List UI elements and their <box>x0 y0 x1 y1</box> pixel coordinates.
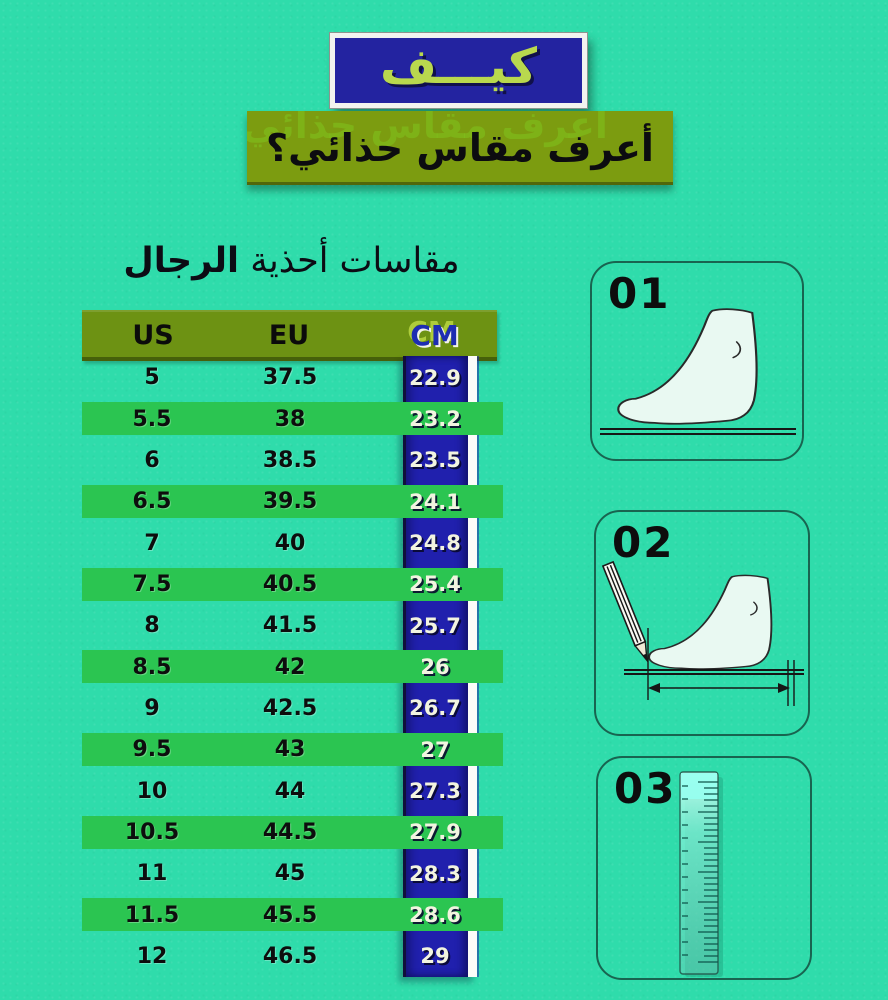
cell-eu-size: 44.5 <box>262 819 318 845</box>
cell-eu-size: 38 <box>274 406 306 432</box>
cell-eu-size: 43 <box>274 737 306 763</box>
cell-eu-size: 37.5 <box>262 365 318 391</box>
table-row <box>0 894 888 935</box>
cell-cm-size: 26 <box>420 655 450 680</box>
cell-cm-size: 27.3 <box>409 779 461 804</box>
title-how-text: كيـــف <box>379 38 538 95</box>
table-row <box>0 564 888 605</box>
cell-eu-size: 40 <box>274 530 306 556</box>
table-row <box>0 522 888 563</box>
cell-us-size: 8 <box>144 613 160 639</box>
cell-us-size: 11.5 <box>124 902 180 928</box>
header-cm: CM <box>410 319 459 352</box>
cell-cm-size: 22.9 <box>409 365 461 390</box>
subtitle-prefix: مقاسات أحذية <box>250 241 460 281</box>
cell-eu-size: 45 <box>274 861 306 887</box>
subtitle-bold: الرجال <box>123 241 240 281</box>
cell-cm-size: 27.9 <box>409 820 461 845</box>
table-row <box>0 605 888 646</box>
table-header-bar <box>82 310 497 361</box>
table-row <box>0 812 888 853</box>
cell-eu-size: 44 <box>274 778 306 804</box>
cell-us-size: 8.5 <box>132 654 172 680</box>
cell-us-size: 11 <box>136 861 168 887</box>
cell-us-size: 5.5 <box>132 406 172 432</box>
title-how-box <box>330 33 587 108</box>
cell-us-size: 6 <box>144 447 160 473</box>
cell-us-size: 9 <box>144 695 160 721</box>
table-row <box>0 770 888 811</box>
cell-eu-size: 46.5 <box>262 943 318 969</box>
header-us: US <box>132 320 174 351</box>
table-row <box>0 936 888 977</box>
table-row <box>0 853 888 894</box>
table-row <box>0 481 888 522</box>
cell-cm-size: 29 <box>420 944 450 969</box>
step-3-number: 03 <box>614 764 677 813</box>
step-2-number: 02 <box>612 518 675 567</box>
cell-cm-size: 25.4 <box>409 572 461 597</box>
cell-cm-size: 23.5 <box>409 448 461 473</box>
cell-eu-size: 42 <box>274 654 306 680</box>
cell-eu-size: 41.5 <box>262 613 318 639</box>
section-subtitle <box>85 241 498 281</box>
table-row <box>0 646 888 687</box>
cell-us-size: 10 <box>136 778 168 804</box>
table-row <box>0 440 888 481</box>
title-question-text: أعرف مقاس حذائي؟ <box>266 126 654 170</box>
table-row <box>0 357 888 398</box>
table-row <box>0 729 888 770</box>
cell-cm-size: 23.2 <box>409 407 461 432</box>
cell-us-size: 7 <box>144 530 160 556</box>
cell-eu-size: 39.5 <box>262 489 318 515</box>
cell-cm-size: 25.7 <box>409 613 461 638</box>
cell-us-size: 9.5 <box>132 737 172 763</box>
cell-cm-size: 27 <box>420 737 450 762</box>
cell-us-size: 7.5 <box>132 571 172 597</box>
title-question-box <box>247 111 673 185</box>
cell-us-size: 6.5 <box>132 489 172 515</box>
cell-us-size: 12 <box>136 943 168 969</box>
size-table-body <box>0 357 888 977</box>
table-row <box>0 398 888 439</box>
cell-cm-size: 24.1 <box>409 489 461 514</box>
cell-eu-size: 38.5 <box>262 447 318 473</box>
header-eu: EU <box>268 320 310 351</box>
cell-us-size: 10.5 <box>124 819 180 845</box>
cell-eu-size: 45.5 <box>262 902 318 928</box>
cell-eu-size: 42.5 <box>262 695 318 721</box>
cell-cm-size: 28.3 <box>409 861 461 886</box>
cell-cm-size: 24.8 <box>409 531 461 556</box>
cell-us-size: 5 <box>144 365 160 391</box>
table-row <box>0 688 888 729</box>
cell-eu-size: 40.5 <box>262 571 318 597</box>
step-1-number: 01 <box>608 269 671 318</box>
cell-cm-size: 26.7 <box>409 696 461 721</box>
cell-cm-size: 28.6 <box>409 903 461 928</box>
